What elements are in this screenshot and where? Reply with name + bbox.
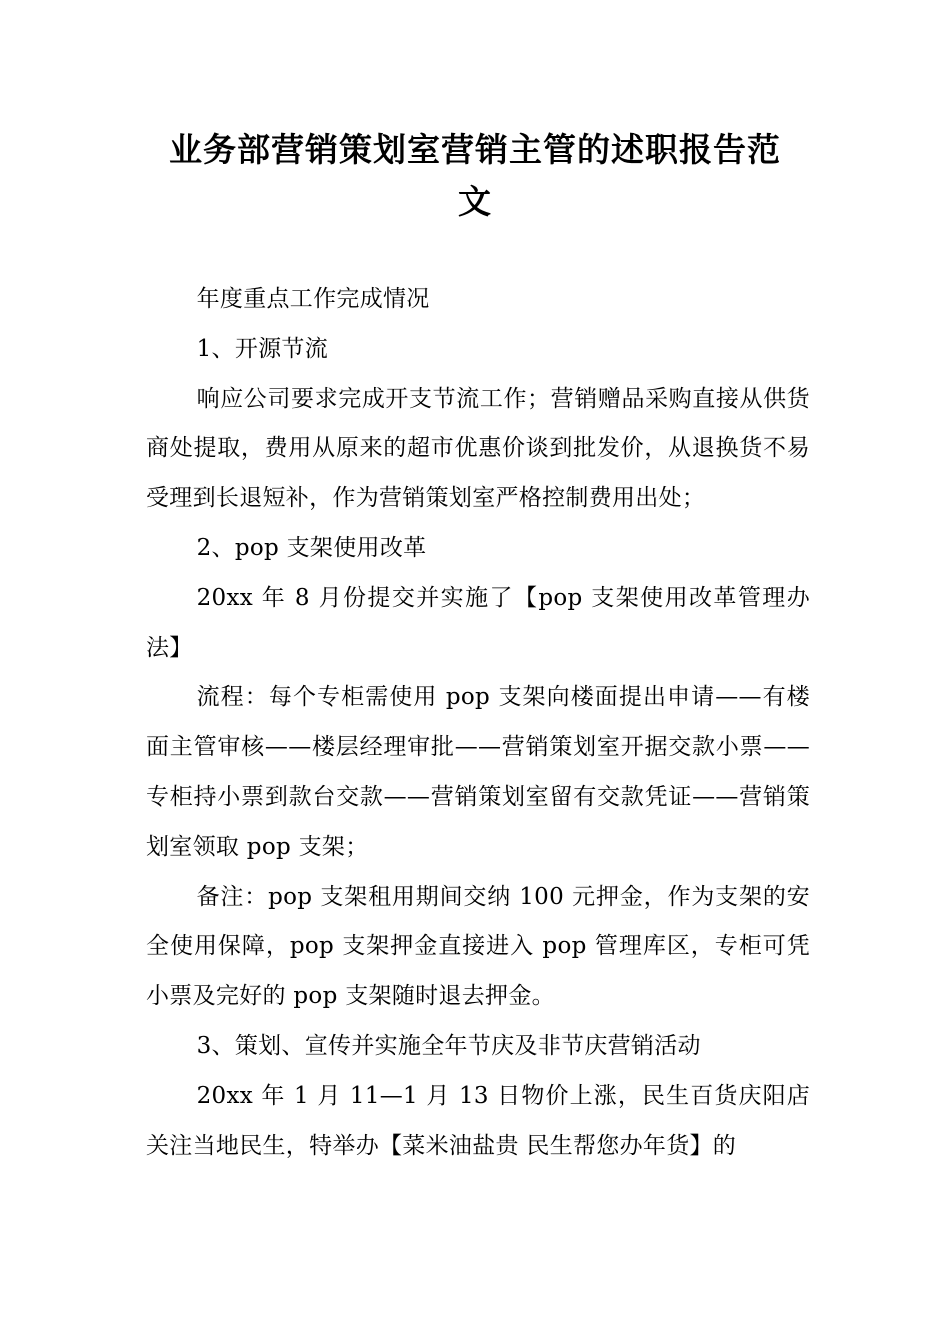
document-title: 业务部营销策划室营销主管的述职报告范 文 [169,130,781,221]
section-heading: 年度重点工作完成情况 [196,286,430,312]
document-body [146,275,810,1171]
paragraph: 流程：每个专柜需使用 pop 支架向楼面提出申请——有楼面主管审核——楼层经理审批——营销策划室开据交款小票——专柜持小票到款台交款——营销策划室留有交款凭证——营销策划室领取 pop 支架； [146,684,810,860]
item-heading-1: 1、开源节流 [196,335,329,362]
paragraph: 响应公司要求完成开支节流工作；营销赠品采购直接从供货商处提取，费用从原来的超市优惠价谈到批发价，从退换货不易受理到长退短补，作为营销策划室严格控制费用出处； [146,385,810,512]
paragraph: 20xx 年 1 月 11—1 月 13 日物价上涨，民生百货庆阳店关注当地民生，特举办【菜米油盐贵 民生帮您办年货】的 [146,1082,810,1159]
paragraph: 20xx 年 8 月份提交并实施了【pop 支架使用改革管理办法】 [146,584,810,661]
item-heading-2: 2、pop 支架使用改革 [196,534,427,561]
item-heading-3: 3、策划、宣传并实施全年节庆及非节庆营销活动 [196,1032,701,1059]
paragraph: 备注：pop 支架租用期间交纳 100 元押金，作为支架的安全使用保障，pop 支架押金直接进入 pop 管理库区，专柜可凭小票及完好的 pop 支架随时退去押金。 [146,883,810,1010]
